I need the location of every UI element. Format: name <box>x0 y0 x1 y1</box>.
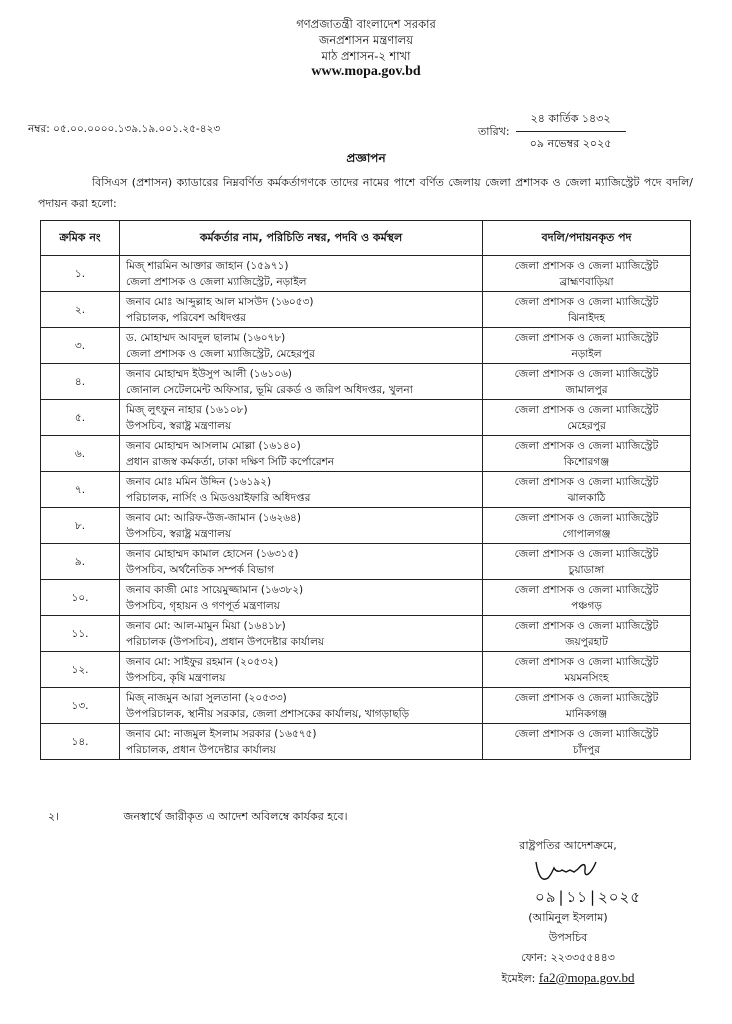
officer-current-post: প্রধান রাজস্ব কর্মকর্তা, ঢাকা দক্ষিণ সিটি কর্পোরেশন <box>126 455 335 468</box>
signatory-name: (আমিনুল ইসলাম) <box>528 911 608 924</box>
new-post-title: জেলা প্রশাসক ও জেলা ম্যাজিস্ট্রেট <box>514 367 659 380</box>
phone: ফোন: ২২৩৩৫৫৪৪৩ <box>521 951 615 964</box>
serial-number: ১০. <box>41 580 120 616</box>
officer-current-post: পরিচালক, প্রধান উপদেষ্টার কার্যালয় <box>126 743 276 756</box>
new-post-cell <box>483 508 691 544</box>
officer-name: জনাব মোহাম্মদ কামাল হোসেন (১৬৩১৫) <box>126 547 299 560</box>
new-post-cell <box>483 724 691 760</box>
posting-table <box>40 220 691 760</box>
order-line: রাষ্ট্রপতির আদেশক্রমে, <box>519 839 617 852</box>
new-post-cell <box>483 652 691 688</box>
serial-number: ১. <box>41 256 120 292</box>
new-post-cell <box>483 292 691 328</box>
new-post-district: ময়মনসিংহ <box>564 671 609 684</box>
new-post-title: জেলা প্রশাসক ও জেলা ম্যাজিস্ট্রেট <box>514 691 659 704</box>
officer-cell <box>120 292 483 328</box>
email-label: ইমেইল: <box>501 972 539 985</box>
new-post-title: জেলা প্রশাসক ও জেলা ম্যাজিস্ট্রেট <box>514 655 659 668</box>
new-post-cell <box>483 688 691 724</box>
new-post-title: জেলা প্রশাসক ও জেলা ম্যাজিস্ট্রেট <box>514 331 659 344</box>
paragraph-number: ২। <box>48 810 60 823</box>
signature-scrawl <box>458 856 678 886</box>
new-post-district: ঝালকাঠি <box>567 491 606 504</box>
officer-cell <box>120 544 483 580</box>
new-post-cell <box>483 328 691 364</box>
officer-current-post: জেলা প্রশাসক ও জেলা ম্যাজিস্ট্রেট, মেহেরপুর <box>126 347 315 360</box>
serial-number: ৬. <box>41 436 120 472</box>
officer-name: জনাব মোঃ মমিন উদ্দিন (১৬১৯২) <box>126 475 272 488</box>
officer-current-post: উপপরিচালক, স্থানীয় সরকার, জেলা প্রশাসকের কার্যালয়, খাগড়াছড়ি <box>126 707 410 720</box>
serial-number: ৫. <box>41 400 120 436</box>
table-row <box>41 472 691 508</box>
table-row <box>41 256 691 292</box>
officer-name: জনাব মো: নাজমুল ইসলাম সরকার (১৬৫৭৫) <box>126 727 317 740</box>
new-post-district: ঝিনাইদহ <box>568 311 605 324</box>
date-block <box>478 110 626 154</box>
new-post-district: চাঁদপুর <box>572 743 601 756</box>
new-post-title: জেলা প্রশাসক ও জেলা ম্যাজিস্ট্রেট <box>514 475 659 488</box>
officer-cell <box>120 472 483 508</box>
document-title: প্রজ্ঞাপন <box>346 151 386 165</box>
new-post-title: জেলা প্রশাসক ও জেলা ম্যাজিস্ট্রেট <box>514 259 659 272</box>
letterhead <box>0 16 732 80</box>
officer-name: জনাব কাজী মোঃ সায়েমুজ্জামান (১৬৩৮২) <box>126 583 304 596</box>
date-bangla: ২৪ কার্তিক ১৪৩২ <box>516 110 626 132</box>
email-line <box>458 968 678 989</box>
new-post-district: চুয়াডাঙ্গা <box>568 563 605 576</box>
serial-number: ৮. <box>41 508 120 544</box>
email-link[interactable]: fa2@mopa.gov.bd <box>538 970 635 985</box>
officer-cell <box>120 328 483 364</box>
new-post-cell <box>483 580 691 616</box>
serial-number: ৪. <box>41 364 120 400</box>
ministry-name: জনপ্রশাসন মন্ত্রণালয় <box>319 33 413 47</box>
officer-current-post: উপসচিব, কৃষি মন্ত্রণালয় <box>126 671 226 684</box>
new-post-cell <box>483 616 691 652</box>
table-row <box>41 508 691 544</box>
officer-current-post: উপসচিব, গৃহায়ন ও গণপূর্ত মন্ত্রণালয় <box>126 599 280 612</box>
officer-name: জনাব মোঃ আব্দুল্লাহ আল মাসউদ (১৬০৫৩) <box>126 295 314 308</box>
intro-paragraph: বিসিএস (প্রশাসন) ক্যাডারের নিম্নবর্ণিত কর্মকর্তাগণকে তাদের নামের পাশে বর্ণিত জেলায় জেলা প্রশাসক ও জেলা ম্যাজিস্ট্রেট পদে বদলি/ পদায়ন করা হলো: <box>38 176 693 210</box>
officer-name: জনাব মোহাম্মদ আসলাম মোল্লা (১৬১৪০) <box>126 439 301 452</box>
serial-number: ৯. <box>41 544 120 580</box>
table-row <box>41 328 691 364</box>
table-row <box>41 688 691 724</box>
officer-cell <box>120 688 483 724</box>
serial-number: ৩. <box>41 328 120 364</box>
new-post-district: কিশোরগঞ্জ <box>563 455 610 468</box>
officer-current-post: পরিচালক (উপসচিব), প্রধান উপদেষ্টার কার্যালয় <box>126 635 325 648</box>
officer-cell <box>120 580 483 616</box>
officer-name: ড. মোহাম্মদ আবদুল ছালাম (১৬০৭৮) <box>126 331 286 344</box>
officer-cell <box>120 652 483 688</box>
officer-current-post: পরিচালক, নার্সিং ও মিডওয়াইফারি অধিদপ্তর <box>126 491 311 504</box>
website[interactable]: www.mopa.gov.bd <box>311 64 421 79</box>
new-post-cell <box>483 472 691 508</box>
table-row <box>41 436 691 472</box>
new-post-district: জামালপুর <box>565 383 608 396</box>
new-post-title: জেলা প্রশাসক ও জেলা ম্যাজিস্ট্রেট <box>514 295 659 308</box>
new-post-title: জেলা প্রশাসক ও জেলা ম্যাজিস্ট্রেট <box>514 619 659 632</box>
table-row <box>41 616 691 652</box>
new-post-title: জেলা প্রশাসক ও জেলা ম্যাজিস্ট্রেট <box>514 511 659 524</box>
paragraph-2 <box>48 808 348 827</box>
table-row <box>41 580 691 616</box>
officer-current-post: উপসচিব, স্বরাষ্ট্র মন্ত্রণালয় <box>126 419 232 432</box>
officer-current-post: উপসচিব, অর্থনৈতিক সম্পর্ক বিভাগ <box>126 563 274 576</box>
new-post-cell <box>483 400 691 436</box>
officer-name: জনাব মো: আরিফ-উজ-জামান (১৬২৬৪) <box>126 511 301 524</box>
officer-current-post: জেলা প্রশাসক ও জেলা ম্যাজিস্ট্রেট, নড়াইল <box>126 275 307 288</box>
new-post-cell <box>483 436 691 472</box>
officer-cell <box>120 616 483 652</box>
header-serial: ক্রমিক নং <box>41 221 120 256</box>
table-row <box>41 292 691 328</box>
new-post-district: মেহেরপুর <box>567 419 606 432</box>
officer-name: জনাব মোহাম্মদ ইউসুপ আলী (১৬১০৬) <box>126 367 292 380</box>
table-header-row <box>41 221 691 256</box>
branch-name: মাঠ প্রশাসন-২ শাখা <box>321 49 411 63</box>
signed-date: ০৯|১১|২০২৫ <box>534 888 641 906</box>
officer-current-post: উপসচিব, স্বরাষ্ট্র মন্ত্রণালয় <box>126 527 232 540</box>
officer-cell <box>120 256 483 292</box>
signature-block <box>458 836 678 989</box>
memo-number: নম্বর: ০৫.০০.০০০০.১৩৯.১৯.০০১.২৫-৪২৩ <box>28 123 221 135</box>
header-post: বদলি/পদায়নকৃত পদ <box>483 221 691 256</box>
serial-number: ১৩. <box>41 688 120 724</box>
new-post-cell <box>483 364 691 400</box>
officer-name: জনাব মো: আল-মামুন মিয়া (১৬৪১৮) <box>126 619 286 632</box>
new-post-district: নড়াইল <box>571 347 602 360</box>
officer-name: মিজ্ শারমিন আক্তার জাহান (১৫৯৭১) <box>126 259 289 272</box>
new-post-title: জেলা প্রশাসক ও জেলা ম্যাজিস্ট্রেট <box>514 547 659 560</box>
serial-number: ২. <box>41 292 120 328</box>
officer-name: মিজ্ লুৎফুন নাহার (১৬১০৮) <box>126 403 248 416</box>
new-post-district: জয়পুরহাট <box>565 635 608 648</box>
table-row <box>41 652 691 688</box>
table-row <box>41 364 691 400</box>
header-officer: কর্মকর্তার নাম, পরিচিতি নম্বর, পদবি ও কর্মস্থল <box>120 221 483 256</box>
serial-number: ৭. <box>41 472 120 508</box>
table-row <box>41 400 691 436</box>
serial-number: ১৪. <box>41 724 120 760</box>
date-label: তারিখ: <box>478 124 510 138</box>
new-post-title: জেলা প্রশাসক ও জেলা ম্যাজিস্ট্রেট <box>514 403 659 416</box>
new-post-title: জেলা প্রশাসক ও জেলা ম্যাজিস্ট্রেট <box>514 727 659 740</box>
new-post-district: পঞ্চগড় <box>571 599 602 612</box>
table-row <box>41 724 691 760</box>
new-post-cell <box>483 256 691 292</box>
paragraph-text: জনস্বার্থে জারীকৃত এ আদেশ অবিলম্বে কার্যকর হবে। <box>123 810 348 823</box>
officer-current-post: জোনাল সেটেলমেন্ট অফিসার, ভূমি রেকর্ড ও জরিপ অধিদপ্তর, খুলনা <box>126 383 413 396</box>
officer-cell <box>120 436 483 472</box>
new-post-district: মানিকগঞ্জ <box>565 707 608 720</box>
date-gregorian: ০৯ নভেম্বর ২০২৫ <box>529 137 612 150</box>
officer-current-post: পরিচালক, পরিবেশ অধিদপ্তর <box>126 311 246 324</box>
new-post-district: ব্রাহ্মণবাড়িয়া <box>559 275 614 288</box>
serial-number: ১১. <box>41 616 120 652</box>
new-post-cell <box>483 544 691 580</box>
serial-number: ১২. <box>41 652 120 688</box>
new-post-district: গোপালগঞ্জ <box>562 527 611 540</box>
signatory-designation: উপসচিব <box>548 931 588 944</box>
officer-cell <box>120 364 483 400</box>
officer-cell <box>120 724 483 760</box>
new-post-title: জেলা প্রশাসক ও জেলা ম্যাজিস্ট্রেট <box>514 439 659 452</box>
officer-name: জনাব মো: সাইফুর রহমান (২০৫৩২) <box>126 655 279 668</box>
officer-cell <box>120 508 483 544</box>
new-post-title: জেলা প্রশাসক ও জেলা ম্যাজিস্ট্রেট <box>514 583 659 596</box>
govt-name: গণপ্রজাতন্ত্রী বাংলাদেশ সরকার <box>296 17 436 31</box>
officer-cell <box>120 400 483 436</box>
table-row <box>41 544 691 580</box>
officer-name: মিজ্ নাজমুন আরা সুলতানা (২০৫৩৩) <box>126 691 287 704</box>
